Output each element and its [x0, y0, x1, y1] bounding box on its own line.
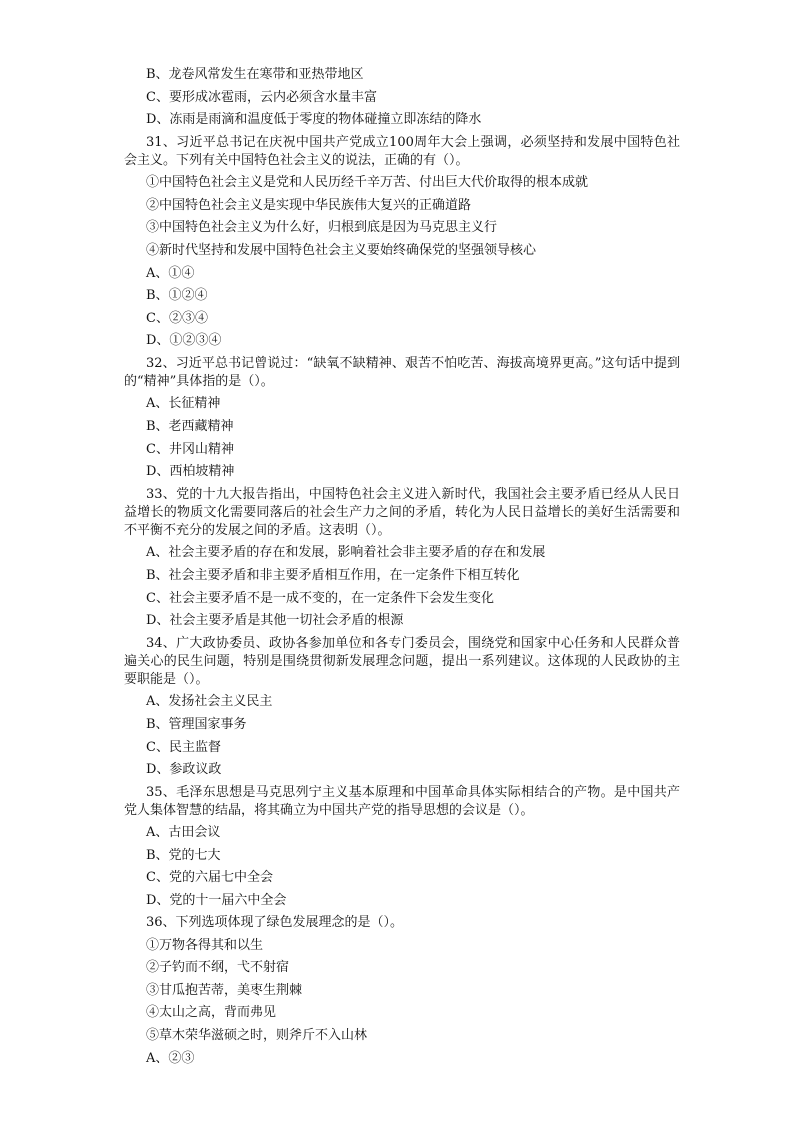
option-b: B、党的七大: [146, 847, 221, 863]
option-b: B、社会主要矛盾和非主要矛盾相互作用，在一定条件下相互转化: [146, 567, 520, 583]
question-36-text: 36、下列选项体现了绿色发展理念的是（）。: [146, 915, 404, 931]
question-34-text: 34、广大政协委员、政协各参加单位和各专门委员会，围绕党和国家中心任务和人民群众普遍关心的民生问题，特别是围绕贯彻新发展理念问题，提出一系列建议。这体现的人民政协的主要职能是（）。: [124, 635, 680, 688]
question-33-text: 33、党的十九大报告指出，中国特色社会主义进入新时代，我国社会主要矛盾已经从人民日益增长的物质文化需要同落后的社会生产力之间的矛盾，转化为人民日益增长的美好生活需要和不平衡不充分的发展之间的矛盾。这表明（）。: [124, 486, 680, 539]
option-d: D、参政议政: [146, 762, 222, 778]
option-d: D、冻雨是雨滴和温度低于零度的物体碰撞立即冻结的降水: [146, 112, 482, 128]
statement: ①中国特色社会主义是党和人民历经千辛万苦、付出巨大代价取得的根本成就: [146, 175, 589, 191]
option-b: B、管理国家事务: [146, 716, 247, 732]
option-a: A、古田会议: [146, 825, 221, 841]
question-32-text: 32、习近平总书记曾说过：“缺氧不缺精神、艰苦不怕吃苦、海拔高境界更高。”这句话中提到的“精神”具体指的是（）。: [124, 355, 680, 390]
option-a: A、①④: [146, 265, 195, 281]
option-c: C、井冈山精神: [146, 441, 234, 457]
statement: ④太山之高，背而弗见: [146, 1005, 277, 1021]
option-d: D、党的十一届六中全会: [146, 892, 287, 908]
option-a: A、发扬社会主义民主: [146, 694, 273, 710]
option-c: C、要形成冰雹雨，云内必须含水量丰富: [146, 89, 377, 105]
option-d: D、社会主要矛盾是其他一切社会矛盾的根源: [146, 613, 404, 629]
question-35-text: 35、毛泽东思想是马克思列宁主义基本原理和中国革命具体实际相结合的产物。是中国共产党人集体智慧的结晶，将其确立为中国共产党的指导思想的会议是（）。: [124, 784, 680, 818]
document-content: [124, 64, 680, 1070]
statement: ③甘瓜抱苦蒂，美枣生荆棘: [146, 982, 303, 998]
option-b: B、①②④: [146, 288, 208, 304]
option-b: B、龙卷风常发生在寒带和亚热带地区: [146, 67, 364, 82]
statement: ②子钓而不纲，弋不射宿: [146, 960, 290, 976]
option-a: A、社会主要矛盾的存在和发展，影响着社会非主要矛盾的存在和发展: [146, 545, 546, 561]
option-c: C、社会主要矛盾不是一成不变的，在一定条件下会发生变化: [146, 590, 494, 606]
option-a: A、②③: [146, 1050, 195, 1066]
option-c: C、党的六届七中全会: [146, 870, 273, 886]
statement: ④新时代坚持和发展中国特色社会主义要始终确保党的坚强领导核心: [146, 242, 537, 258]
option-c: C、民主监督: [146, 739, 221, 755]
option-d: D、西柏坡精神: [146, 464, 235, 480]
option-d: D、①②③④: [146, 333, 222, 349]
option-a: A、长征精神: [146, 396, 221, 412]
question-31-text: 31、习近平总书记在庆祝中国共产党成立100周年大会上强调，必须坚持和发展中国特色社会主义。下列有关中国特色社会主义的说法，正确的有（）。: [124, 134, 680, 168]
option-b: B、老西藏精神: [146, 418, 234, 434]
option-c: C、②③④: [146, 310, 208, 326]
statement: ⑤草木荣华滋硕之时，则斧斤不入山林: [146, 1028, 368, 1044]
statement: ②中国特色社会主义是实现中华民族伟大复兴的正确道路: [146, 197, 472, 213]
statement: ①万物各得其和以生: [146, 937, 264, 953]
statement: ③中国特色社会主义为什么好，归根到底是因为马克思主义行: [146, 220, 498, 236]
